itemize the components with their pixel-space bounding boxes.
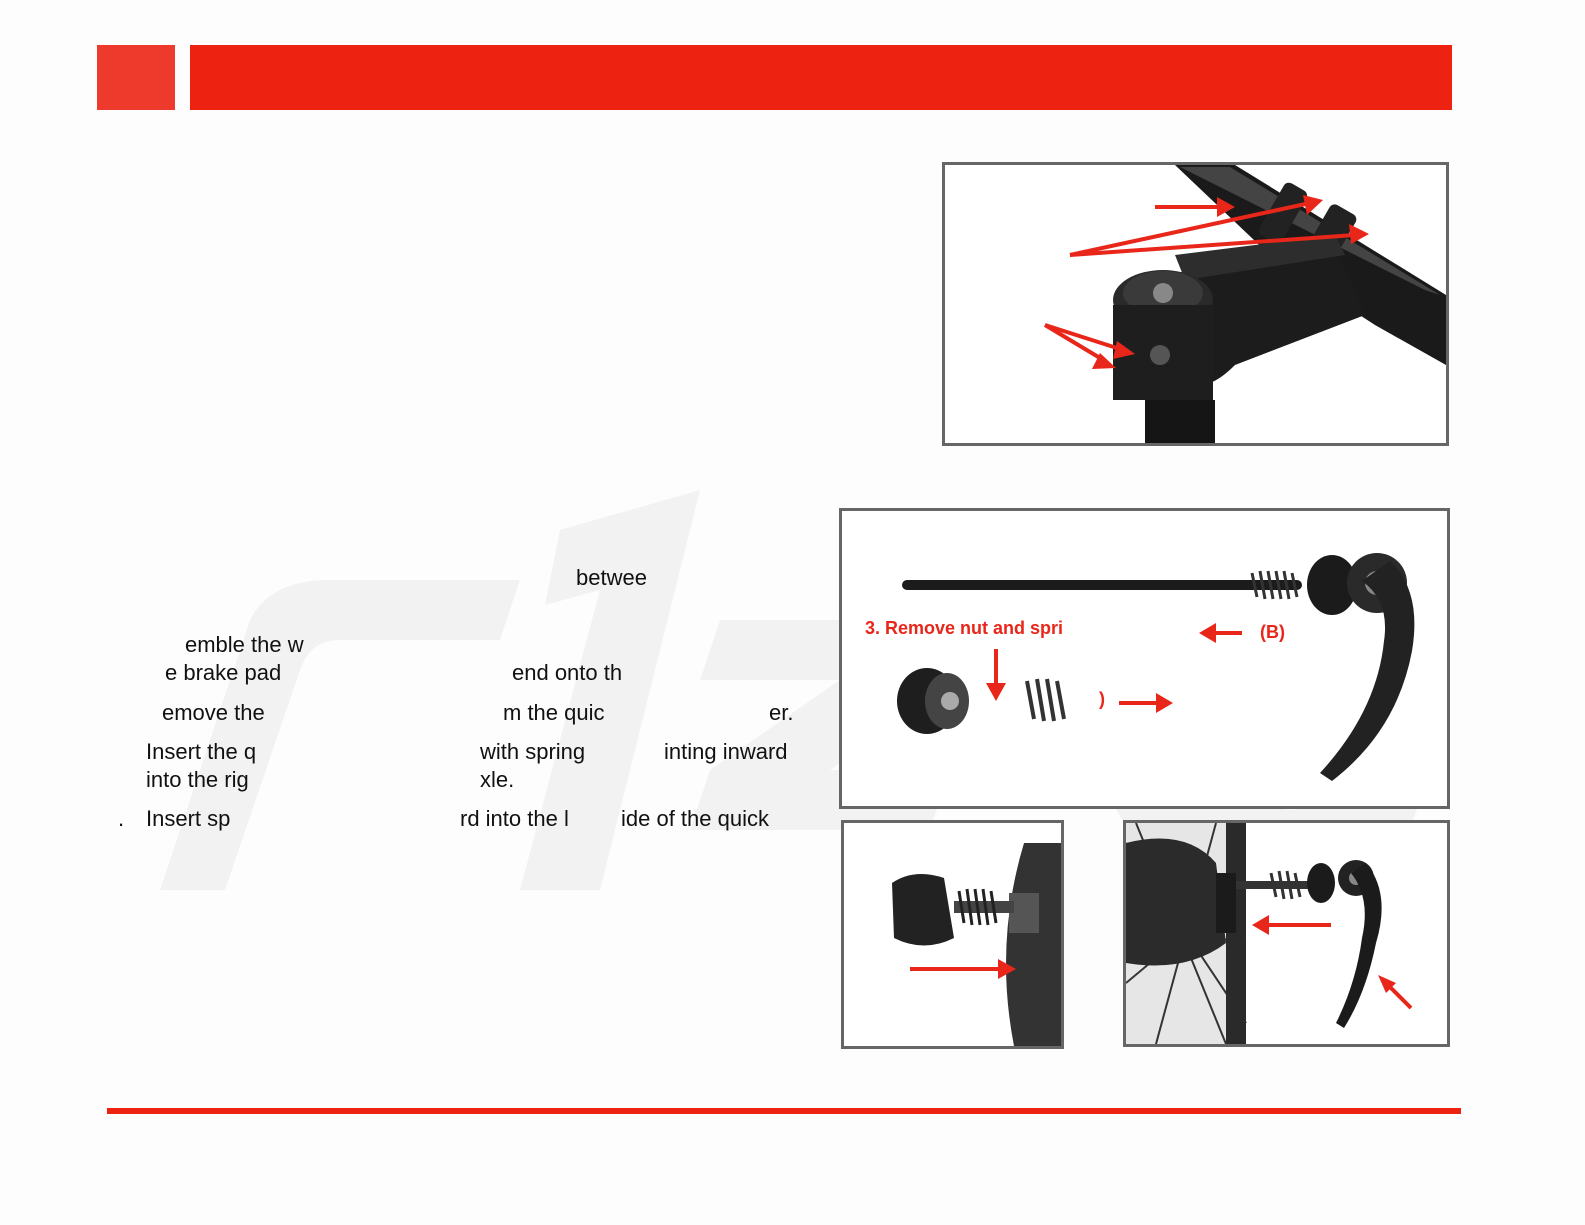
qr-label-b: (B): [1260, 622, 1285, 642]
instruction-fragment: xle.: [480, 767, 515, 792]
instruction-fragment: Insert sp: [146, 806, 231, 831]
instruction-fragment: inting inward: [664, 739, 788, 764]
stem-photo: [942, 162, 1449, 446]
qr-label-paren: ): [1099, 689, 1105, 709]
footer-rule: [107, 1108, 1461, 1114]
instruction-fragment: emove the: [162, 700, 265, 725]
instruction-fragment: .: [118, 806, 125, 831]
instruction-fragment: rd into the l: [460, 806, 569, 831]
header-bar: [190, 45, 1452, 110]
instruction-fragment: m the quic: [503, 700, 605, 725]
instruction-fragment: emble the w: [185, 632, 304, 657]
instruction-fragment: with spring: [480, 739, 586, 764]
instruction-fragment: e brake pad: [165, 660, 282, 685]
wheel-photo: [1123, 820, 1450, 1047]
instruction-fragment: end onto th: [512, 660, 623, 685]
instruction-fragment: er.: [769, 700, 794, 725]
instruction-fragment: betwee: [576, 565, 647, 590]
qr-callout: 3. Remove nut and spri: [865, 618, 1064, 638]
nut-photo: [841, 820, 1064, 1049]
instruction-fragment: into the rig: [146, 767, 249, 792]
quick-release-photo: [839, 508, 1450, 809]
header-accent-square: [97, 45, 175, 110]
instruction-fragment: ide of the quick: [621, 806, 769, 831]
instruction-fragment: Insert the q: [146, 739, 257, 764]
